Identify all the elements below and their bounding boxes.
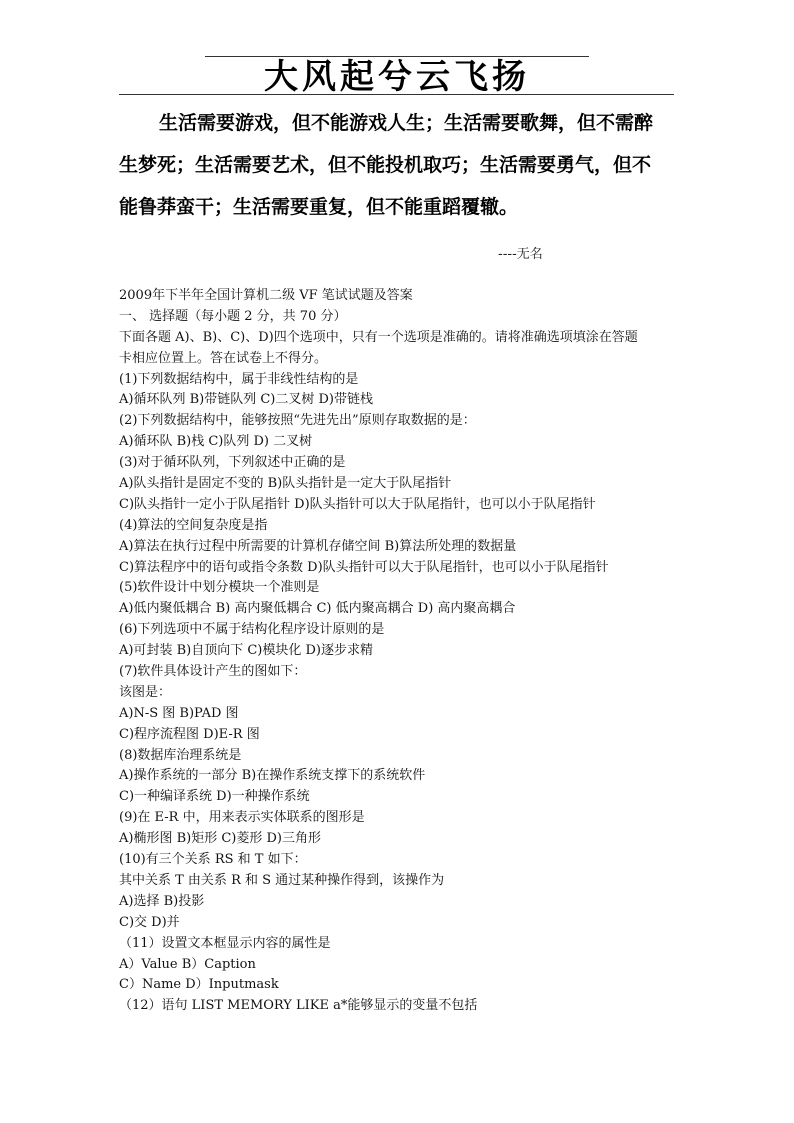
body-line: (6)下列选项中不属于结构化程序设计原则的是 bbox=[119, 622, 385, 638]
body-line: A)低内聚低耦合 B) 高内聚低耦合 C) 低内聚高耦合 D) 高内聚高耦合 bbox=[119, 601, 516, 617]
body-line: 一、 选择题（每小题 2 分，共 70 分） bbox=[119, 308, 347, 324]
body-line: (7)软件具体设计产生的图如下： bbox=[119, 664, 307, 680]
body-line: C)程序流程图 D)E-R 图 bbox=[119, 726, 260, 742]
exam-body bbox=[119, 286, 679, 1017]
body-line: C)队头指针一定小于队尾指针 D)队头指针可以大于队尾指针，也可以小于队尾指针 bbox=[119, 496, 596, 512]
body-line: A)椭形图 B)矩形 C)菱形 D)三角形 bbox=[119, 831, 321, 847]
body-line: 2009年下半年全国计算机二级 VF 笔试试题及答案 bbox=[119, 288, 413, 303]
body-line: 其中关系 T 由关系 R 和 S 通过某种操作得到，该操作为 bbox=[119, 872, 445, 888]
header-rule-bottom bbox=[119, 94, 674, 95]
body-line: （12）语句 LIST MEMORY LIKE a*能够显示的变量不包括 bbox=[119, 998, 478, 1014]
quote-line: 生梦死；生活需要艺术，但不能投机取巧；生活需要勇气，但不 bbox=[119, 154, 652, 176]
body-line: 下面各题 A)、B)、C)、D)四个选项中，只有一个选项是准确的。请将准确选项填涂在答题 bbox=[119, 329, 638, 345]
body-line: A)N-S 图 B)PAD 图 bbox=[119, 705, 239, 721]
body-line: C)一种编译系统 D)一种操作系统 bbox=[119, 789, 310, 805]
header-title: 大风起兮云飞扬 bbox=[264, 57, 530, 97]
body-line: A)循环队 B)栈 C)队列 D) 二叉树 bbox=[119, 434, 313, 450]
quote-author: ----无名 bbox=[498, 247, 543, 262]
body-line: A)队头指针是固定不变的 B)队头指针是一定大于队尾指针 bbox=[119, 476, 452, 492]
body-line: A)选择 B)投影 bbox=[119, 893, 205, 909]
body-line: (4)算法的空间复杂度是指 bbox=[119, 517, 268, 533]
body-line: C）Name D）Inputmask bbox=[119, 977, 279, 993]
quote-line: 能鲁莽蛮干；生活需要重复，但不能重蹈覆辙。 bbox=[119, 196, 519, 218]
body-line: (10)有三个关系 RS 和 T 如下： bbox=[119, 852, 307, 868]
body-line: C)算法程序中的语句或指令条数 D)队头指针可以大于队尾指针，也可以小于队尾指针 bbox=[119, 559, 609, 575]
body-line: A)操作系统的一部分 B)在操作系统支撑下的系统软件 bbox=[119, 768, 426, 784]
body-line: A)可封装 B)自顶向下 C)模块化 D)逐步求精 bbox=[119, 643, 373, 659]
body-line: A）Value B）Caption bbox=[119, 956, 256, 972]
quote-line: 生活需要游戏，但不能游戏人生；生活需要歌舞，但不需醉 bbox=[159, 112, 654, 134]
body-line: (5)软件设计中划分模块一个准则是 bbox=[119, 580, 320, 596]
body-line: (2)下列数据结构中，能够按照“先进先出”原则存取数据的是： bbox=[119, 413, 476, 429]
body-line: 该图是： bbox=[119, 684, 172, 700]
body-line: （11）设置文本框显示内容的属性是 bbox=[119, 935, 331, 951]
body-line: A)循环队列 B)带链队列 C)二叉树 D)带链栈 bbox=[119, 392, 373, 408]
body-line: (3)对于循环队列，下列叙述中正确的是 bbox=[119, 455, 346, 471]
quote-block bbox=[119, 102, 679, 228]
body-line: (1)下列数据结构中，属于非线性结构的是 bbox=[119, 371, 359, 387]
body-line: C)交 D)并 bbox=[119, 914, 180, 930]
body-line: A)算法在执行过程中所需要的计算机存储空间 B)算法所处理的数据量 bbox=[119, 538, 517, 554]
body-line: (8)数据库治理系统是 bbox=[119, 747, 242, 763]
body-line: (9)在 E-R 中，用来表示实体联系的图形是 bbox=[119, 810, 365, 826]
body-line: 卡相应位置上。答在试卷上不得分。 bbox=[119, 350, 328, 366]
